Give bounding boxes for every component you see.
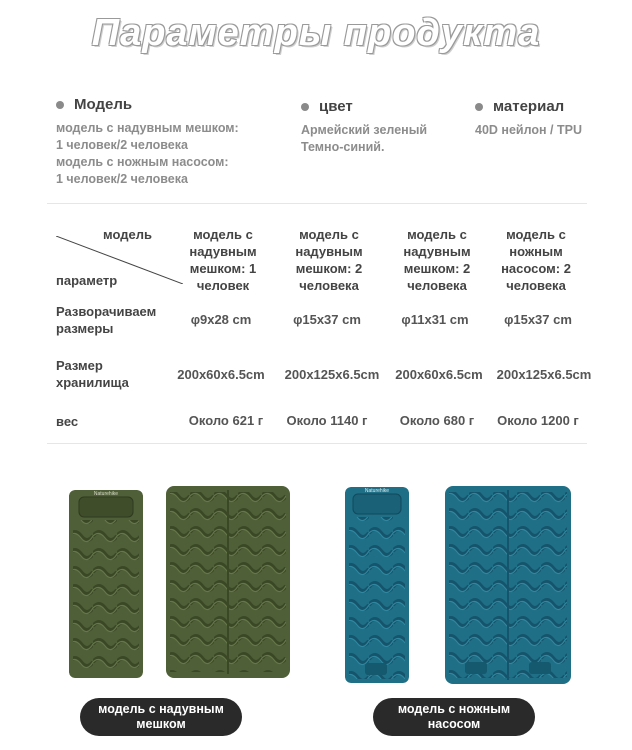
- bullet-icon: [56, 101, 64, 109]
- attr-model-line: 1 человек/2 человека: [56, 138, 188, 152]
- product-label-inflatable-bag: модель с надувным мешком: [80, 698, 242, 736]
- table-cell: 200x60x6.5cm: [177, 367, 265, 382]
- attr-color-line: Темно-синий.: [301, 140, 385, 154]
- bullet-icon: [301, 103, 309, 111]
- attr-material-heading: материал: [493, 98, 565, 115]
- attr-material-line: 40D нейлон / TPU: [475, 123, 582, 137]
- attr-model-line: модель с надувным мешком:: [56, 121, 239, 135]
- table-cell: Около 680 г: [399, 413, 475, 428]
- table-cell: 200x125x6.5cm: [284, 367, 380, 382]
- table-corner-model: модель: [103, 227, 152, 242]
- attr-model-heading: Модель: [74, 96, 133, 113]
- table-column-header: модель с надувным мешком: 2 человека: [295, 227, 363, 293]
- table-column-header: модель с ножным насосом: 2 человека: [501, 227, 571, 293]
- divider: [47, 203, 587, 204]
- product-image-blue-double: [445, 486, 571, 684]
- page-title: Параметры продукта: [91, 12, 541, 54]
- product-image-blue-single: [345, 487, 409, 683]
- divider: [47, 443, 587, 444]
- bullet-icon: [475, 103, 483, 111]
- product-label-foot-pump: модель с ножным насосом: [373, 698, 535, 736]
- table-cell: φ15x37 cm: [293, 312, 361, 327]
- attr-color-line: Армейский зеленый: [301, 123, 428, 137]
- table-row-label: вес: [56, 414, 79, 429]
- attr-color: [301, 98, 461, 156]
- attr-model: [56, 96, 276, 188]
- table-cell: φ15x37 cm: [504, 312, 572, 327]
- product-image-green-double: [166, 486, 290, 678]
- brand-mark: Naturehike: [364, 488, 390, 494]
- table-row-label: Размер хранилища: [56, 358, 129, 390]
- table-corner-parameter: параметр: [56, 273, 118, 288]
- table-cell: Около 1140 г: [286, 413, 368, 428]
- table-row-label: Разворачиваем размеры: [56, 304, 157, 336]
- table-cell: 200x60x6.5cm: [395, 367, 483, 382]
- attr-model-line: модель с ножным насосом:: [56, 155, 229, 169]
- table-cell: Около 621 г: [188, 413, 264, 428]
- table-cell: Около 1200 г: [497, 413, 579, 428]
- table-cell: φ11x31 cm: [401, 312, 469, 327]
- brand-mark: Naturehike: [93, 491, 119, 497]
- product-image-green-single: [69, 490, 143, 678]
- attr-model-line: 1 человек/2 человека: [56, 172, 188, 186]
- table-cell: 200x125x6.5cm: [496, 367, 592, 382]
- table-column-header: модель с надувным мешком: 1 человек: [189, 227, 257, 293]
- table-column-header: модель с надувным мешком: 2 человека: [403, 227, 471, 293]
- attr-material: [475, 98, 615, 139]
- attr-color-heading: цвет: [319, 98, 353, 115]
- table-cell: φ9x28 cm: [190, 312, 252, 327]
